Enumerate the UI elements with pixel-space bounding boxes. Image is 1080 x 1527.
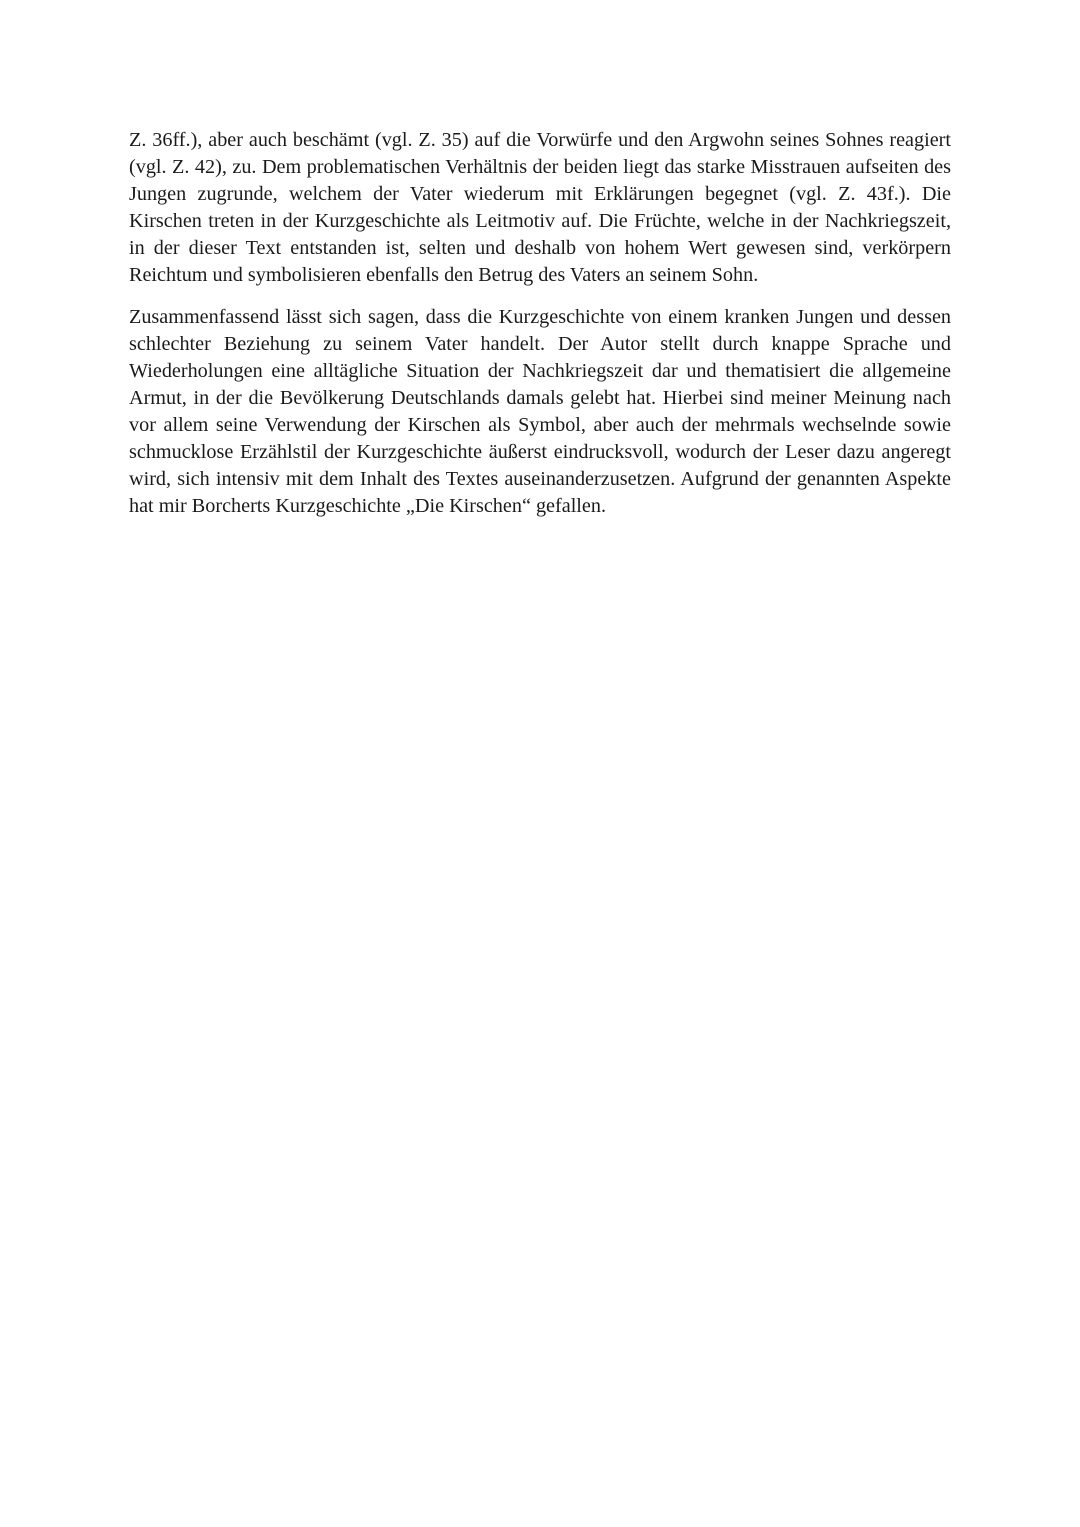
- paragraph-analysis: Z. 36ff.), aber auch beschämt (vgl. Z. 35) auf die Vorwürfe und den Argwohn seines Sohnes reagiert (vgl. Z. 42), zu. Dem problematischen Verhältnis der beiden liegt das starke Misstrauen aufseiten des Jungen zugrunde, welchem der Vater wiederum mit Erklärungen begegnet (vgl. Z. 43f.). Die Kirschen treten in der Kurzgeschichte als Leitmotiv auf. Die Früchte, welche in der Nachkriegszeit, in der dieser Text entstanden ist, selten und deshalb von hohem Wert gewesen sind, verkörpern Reichtum und symbolisieren ebenfalls den Betrug des Vaters an seinem Sohn.: [129, 129, 951, 286]
- document-body: [129, 127, 951, 520]
- paragraph-conclusion: Zusammenfassend lässt sich sagen, dass die Kurzgeschichte von einem kranken Jungen und dessen schlechter Beziehung zu seinem Vater handelt. Der Autor stellt durch knappe Sprache und Wiederholungen eine alltägliche Situation der Nachkriegszeit dar und thematisiert die allgemeine Armut, in der die Bevölkerung Deutschlands damals gelebt hat. Hierbei sind meiner Meinung nach vor allem seine Verwendung der Kirschen als Symbol, aber auch der mehrmals wechselnde sowie schmucklose Erzählstil der Kurzgeschichte äußerst eindrucksvoll, wodurch der Leser dazu angeregt wird, sich intensiv mit dem Inhalt des Textes auseinanderzusetzen. Aufgrund der genannten Aspekte hat mir Borcherts Kurzgeschichte „Die Kirschen“ gefallen.: [129, 306, 951, 517]
